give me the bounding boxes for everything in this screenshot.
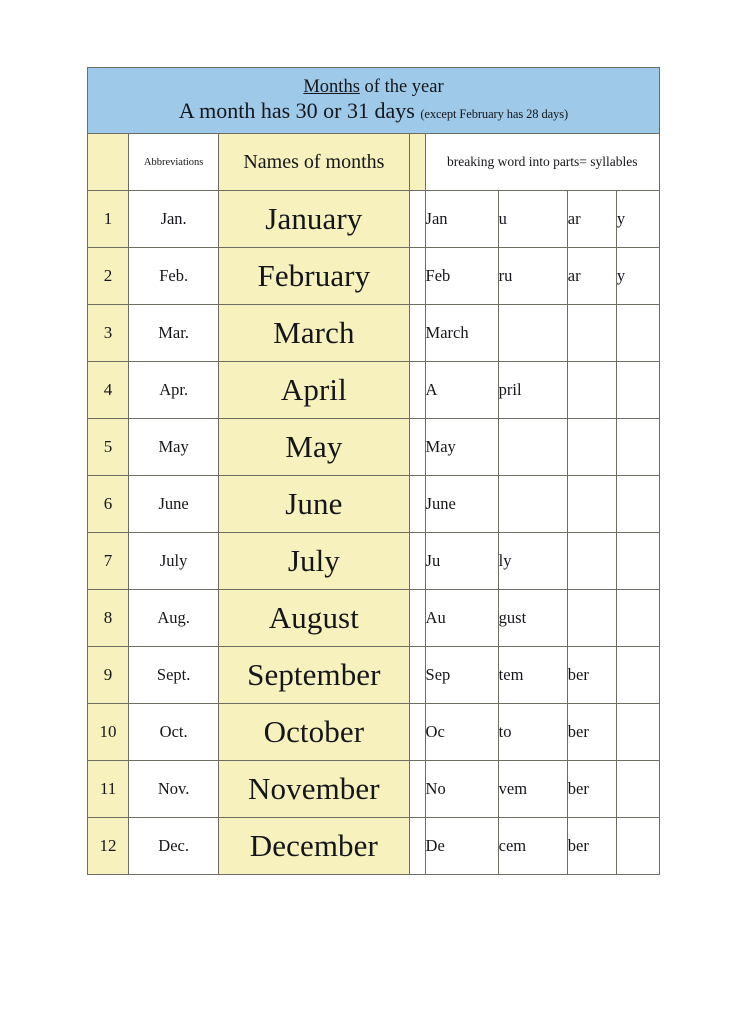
month-name: April — [219, 362, 409, 419]
month-syllable — [616, 590, 659, 647]
month-syllable: Oc — [425, 704, 498, 761]
month-syllable: pril — [498, 362, 567, 419]
month-syllable — [498, 419, 567, 476]
month-index: 1 — [88, 191, 129, 248]
month-syllable: May — [425, 419, 498, 476]
month-index: 8 — [88, 590, 129, 647]
month-syllable: March — [425, 305, 498, 362]
month-abbreviation: Dec. — [129, 818, 219, 875]
month-index: 5 — [88, 419, 129, 476]
row-spacer — [409, 476, 425, 533]
table-row — [88, 191, 660, 248]
months-of-the-year-table — [87, 67, 660, 875]
row-spacer — [409, 419, 425, 476]
month-index: 7 — [88, 533, 129, 590]
month-abbreviation: Oct. — [129, 704, 219, 761]
table-row — [88, 818, 660, 875]
row-spacer — [409, 362, 425, 419]
month-syllable: gust — [498, 590, 567, 647]
banner-subtitle-main: A month has 30 or 31 days — [178, 98, 415, 124]
month-syllable: Sep — [425, 647, 498, 704]
row-spacer — [409, 191, 425, 248]
month-syllable: Au — [425, 590, 498, 647]
month-abbreviation: May — [129, 419, 219, 476]
month-syllable — [616, 305, 659, 362]
month-syllable — [567, 305, 616, 362]
month-syllable: June — [425, 476, 498, 533]
month-syllable — [616, 761, 659, 818]
table-row — [88, 305, 660, 362]
month-syllable — [567, 476, 616, 533]
month-syllable: No — [425, 761, 498, 818]
month-syllable — [616, 533, 659, 590]
table-row — [88, 362, 660, 419]
month-syllable: Jan — [425, 191, 498, 248]
table-row — [88, 761, 660, 818]
row-spacer — [409, 647, 425, 704]
month-syllable — [567, 533, 616, 590]
month-name: January — [219, 191, 409, 248]
month-abbreviation: Nov. — [129, 761, 219, 818]
month-syllable — [567, 362, 616, 419]
month-abbreviation: Jan. — [129, 191, 219, 248]
month-syllable: ru — [498, 248, 567, 305]
row-spacer — [409, 305, 425, 362]
month-syllable: to — [498, 704, 567, 761]
month-abbreviation: Mar. — [129, 305, 219, 362]
month-name: November — [219, 761, 409, 818]
month-syllable: ber — [567, 761, 616, 818]
month-abbreviation: Feb. — [129, 248, 219, 305]
table-row — [88, 476, 660, 533]
month-syllable: u — [498, 191, 567, 248]
month-syllable — [616, 362, 659, 419]
row-spacer — [409, 590, 425, 647]
banner-cell — [88, 68, 660, 134]
month-syllable — [498, 305, 567, 362]
month-name: May — [219, 419, 409, 476]
month-abbreviation: July — [129, 533, 219, 590]
month-name: December — [219, 818, 409, 875]
month-index: 6 — [88, 476, 129, 533]
month-syllable: ber — [567, 704, 616, 761]
month-syllable: ar — [567, 191, 616, 248]
month-syllable — [567, 419, 616, 476]
table-row — [88, 704, 660, 761]
month-syllable: y — [616, 191, 659, 248]
header-names-of-months: Names of months — [219, 134, 409, 191]
table-row — [88, 419, 660, 476]
month-syllable: ber — [567, 818, 616, 875]
table-row — [88, 647, 660, 704]
month-index: 3 — [88, 305, 129, 362]
month-syllable — [616, 476, 659, 533]
month-syllable: De — [425, 818, 498, 875]
table-row — [88, 248, 660, 305]
month-syllable: cem — [498, 818, 567, 875]
banner-subtitle — [88, 99, 659, 124]
banner-title-rest: of the year — [359, 77, 444, 98]
month-syllable: ly — [498, 533, 567, 590]
month-syllable — [616, 647, 659, 704]
month-name: October — [219, 704, 409, 761]
month-abbreviation: June — [129, 476, 219, 533]
header-spacer — [409, 134, 425, 191]
row-spacer — [409, 818, 425, 875]
month-abbreviation: Apr. — [129, 362, 219, 419]
month-index: 9 — [88, 647, 129, 704]
month-name: August — [219, 590, 409, 647]
month-name: July — [219, 533, 409, 590]
month-index: 10 — [88, 704, 129, 761]
column-header-row — [88, 134, 660, 191]
month-syllable — [498, 476, 567, 533]
header-abbreviations: Abbreviations — [129, 134, 219, 191]
banner-title-underlined: Months — [303, 77, 360, 98]
banner-row — [88, 68, 660, 134]
month-abbreviation: Sept. — [129, 647, 219, 704]
month-syllable: vem — [498, 761, 567, 818]
month-name: March — [219, 305, 409, 362]
month-syllable: Ju — [425, 533, 498, 590]
month-syllable: tem — [498, 647, 567, 704]
month-index: 12 — [88, 818, 129, 875]
month-abbreviation: Aug. — [129, 590, 219, 647]
month-syllable: y — [616, 248, 659, 305]
row-spacer — [409, 248, 425, 305]
month-syllable: ber — [567, 647, 616, 704]
month-index: 11 — [88, 761, 129, 818]
month-index: 2 — [88, 248, 129, 305]
month-syllable: ar — [567, 248, 616, 305]
table-row — [88, 533, 660, 590]
month-name: February — [219, 248, 409, 305]
header-index — [88, 134, 129, 191]
header-syllables: breaking word into parts= syllables — [425, 134, 659, 191]
month-syllable — [567, 590, 616, 647]
month-syllable — [616, 704, 659, 761]
row-spacer — [409, 704, 425, 761]
month-syllable: A — [425, 362, 498, 419]
row-spacer — [409, 761, 425, 818]
banner-title — [88, 77, 659, 98]
table-row — [88, 590, 660, 647]
row-spacer — [409, 533, 425, 590]
month-name: June — [219, 476, 409, 533]
month-syllable — [616, 419, 659, 476]
banner-subtitle-note: (except February has 28 days) — [420, 107, 569, 122]
month-index: 4 — [88, 362, 129, 419]
month-syllable: Feb — [425, 248, 498, 305]
month-syllable — [616, 818, 659, 875]
month-name: September — [219, 647, 409, 704]
